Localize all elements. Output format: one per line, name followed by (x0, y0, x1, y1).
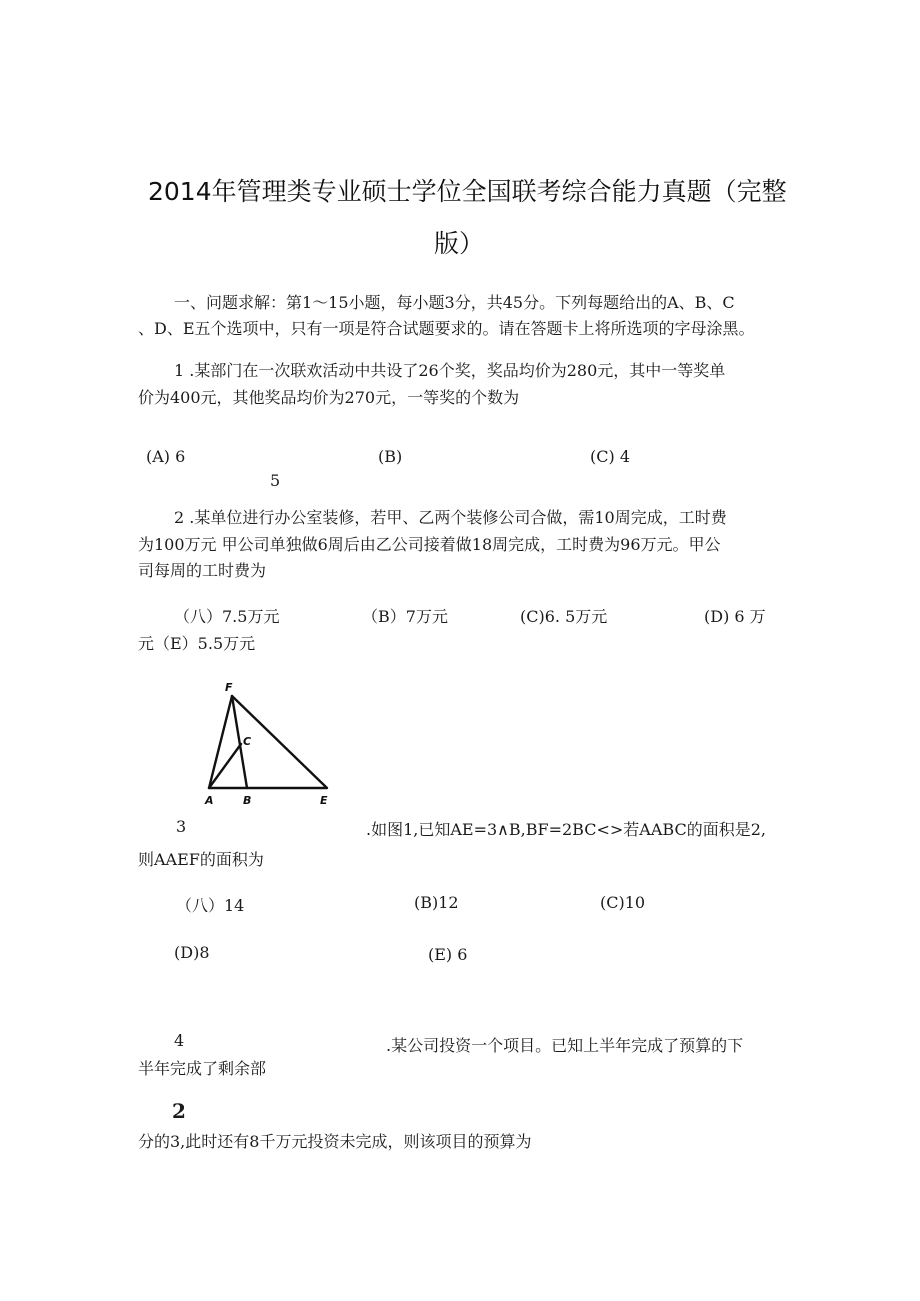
q2-option-d: (D) 6 万 (704, 607, 766, 626)
q3-option-b: (B)12 (414, 893, 459, 912)
q3-option-c: (C)10 (600, 893, 646, 912)
section-intro-line2: 、D、E五个选项中，只有一项是符合试题要求的。请在答题卡上将所选项的字母涂黑。 (138, 319, 755, 338)
q1-stray-value: 5 (270, 471, 281, 490)
page-title-line1: 2014年管理类专业硕士学位全国联考综合能力真题（完整 (148, 177, 787, 206)
q2-option-b: （B）7万元 (362, 607, 448, 626)
q1-option-a: (A) 6 (146, 447, 186, 466)
figure-label-a: A (205, 794, 214, 807)
q1-text-line2: 价为400元，其他奖品均价为270元，一等奖的个数为 (138, 388, 520, 407)
figure-label-e: E (320, 794, 328, 807)
q2-option-d-continued-and-e: 元（E）5.5万元 (138, 634, 256, 653)
q2-text-line2: 为100万元 甲公司单独做6周后由乙公司接着做18周完成，工时费为96万元。甲公 (138, 535, 721, 554)
q3-text-line2: 则AAEF的面积为 (138, 850, 264, 869)
q4-text-line3: 分的3,此时还有8千万元投资未完成，则该项目的预算为 (138, 1132, 532, 1151)
q3-option-e: (E) 6 (428, 945, 468, 964)
page-title-line2: 版） (434, 229, 485, 258)
figure-label-c: C (243, 735, 252, 748)
q4-text-line1: .某公司投资一个项目。已知上半年完成了预算的下 (386, 1036, 744, 1055)
q3-option-d: (D)8 (174, 943, 210, 962)
q3-number: 3 (176, 817, 187, 836)
q2-option-a: （八）7.5万元 (174, 607, 280, 626)
q1-text-line1: 1 .某部门在一次联欢活动中共设了26个奖，奖品均价为280元，其中一等奖单 (174, 361, 726, 380)
q1-option-b: (B) (378, 447, 403, 466)
q4-text-line2: 半年完成了剩余部 (138, 1059, 267, 1078)
figure-label-f: F (225, 681, 233, 694)
triangle-figure (196, 678, 346, 810)
q3-text-line1: .如图1,已知AE=3∧B,BF=2BC<>若AABC的面积是2, (366, 820, 766, 839)
q4-fraction-numerator: 2 (172, 1099, 186, 1123)
q2-text-line1: 2 .某单位进行办公室装修，若甲、乙两个装修公司合做，需10周完成，工时费 (174, 508, 727, 527)
figure-label-b: B (243, 794, 252, 807)
q1-option-c: (C) 4 (590, 447, 630, 466)
q3-option-a: （八）14 (176, 896, 245, 915)
section-intro-line1: 一、问题求解：第1～15小题，每小题3分，共45分。下列每题给出的A、B、C (174, 293, 735, 312)
q4-number: 4 (174, 1031, 185, 1050)
triangle-outline (209, 696, 327, 788)
q2-text-line3: 司每周的工时费为 (138, 561, 267, 580)
q2-option-c: (C)6. 5万元 (520, 607, 608, 626)
